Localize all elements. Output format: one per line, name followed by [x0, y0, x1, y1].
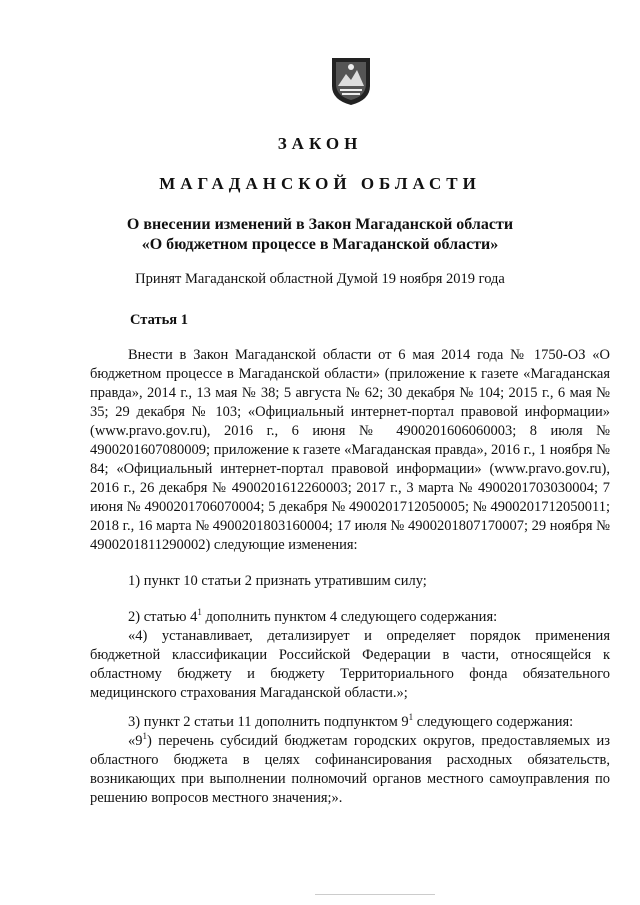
law-title: ЗАКОН — [277, 134, 363, 153]
item-2-sup: 1 — [197, 607, 202, 618]
item-3-quote — [90, 732, 610, 808]
item-3-quote-suffix: ) перечень субсидий бюджетам городских округов, предоставляемых из областного бюджета в целях софинансирования расходных обязательств, возникающих при выполнении полномочий органов местного самоуправления по решению вопросов местного значения;». — [90, 733, 610, 806]
intro-paragraph: Внести в Закон Магаданской области от 6 мая 2014 года № 1750-ОЗ «О бюджетном процессе в Магаданской области» (приложение к газете «Магаданская правда», 2014 г., 13 мая № 38; 5 августа № 62; 30 декабря № 104; 2015 г., 6 мая № 35; 29 декабря № 103; «Официальный интернет-портал правовой информации» (www.pravo.gov.ru), 2016 г., 6 июня № 4900201606060003; 8 июля № 4900201607080009; приложение к газете «Магаданская правда», 2016 г., 1 ноября № 84; «Официальный интернет-портал правовой информации» (www.pravo.gov.ru), 2016 г., 26 декабря № 4900201612260003; 2017 г., 3 марта № 4900201703030004; 7 июня № 4900201706070004; 5 декабря № 4900201712050005; № 4900201712050011; 2018 г., 16 марта № 4900201803160004; 17 июля № 4900201807170007; 29 ноября № 4900201811290002) следующие изменения: — [90, 347, 610, 553]
item-3-suffix: следующего содержания: — [413, 714, 574, 730]
coat-of-arms-icon — [330, 56, 372, 106]
item-2-prefix: 2) статью 4 — [128, 609, 198, 625]
item-2-suffix: дополнить пунктом 4 следующего содержания: — [201, 609, 498, 625]
region-title: МАГАДАНСКОЙ ОБЛАСТИ — [159, 174, 481, 193]
adoption-note: Принят Магаданской областной Думой 19 ноября 2019 года — [135, 271, 505, 287]
item-3-prefix: 3) пункт 2 статьи 11 дополнить подпунктом 9 — [128, 714, 409, 730]
item-1: 1) пункт 10 статьи 2 признать утратившим силу; — [128, 573, 427, 589]
subtitle-line-1: О внесении изменений в Закон Магаданской области — [126, 216, 514, 233]
item-3-quote-prefix: «9 — [128, 733, 143, 749]
item-3-quote-sup: 1 — [142, 731, 147, 742]
footer-rule — [315, 894, 435, 895]
item-2 — [90, 608, 610, 627]
item-2-quote: «4) устанавливает, детализирует и определяет порядок применения бюджетной классификации Российской Федерации в части, относящейся к областному бюджету и бюджету Территориального фонда обязательного медицинского страхования Магаданской области.»; — [90, 628, 610, 701]
item-3 — [90, 713, 610, 732]
subtitle-line-2: «О бюджетном процессе в Магаданской области» — [141, 236, 499, 253]
article-heading: Статья 1 — [130, 312, 188, 328]
item-3-sup: 1 — [408, 712, 414, 723]
